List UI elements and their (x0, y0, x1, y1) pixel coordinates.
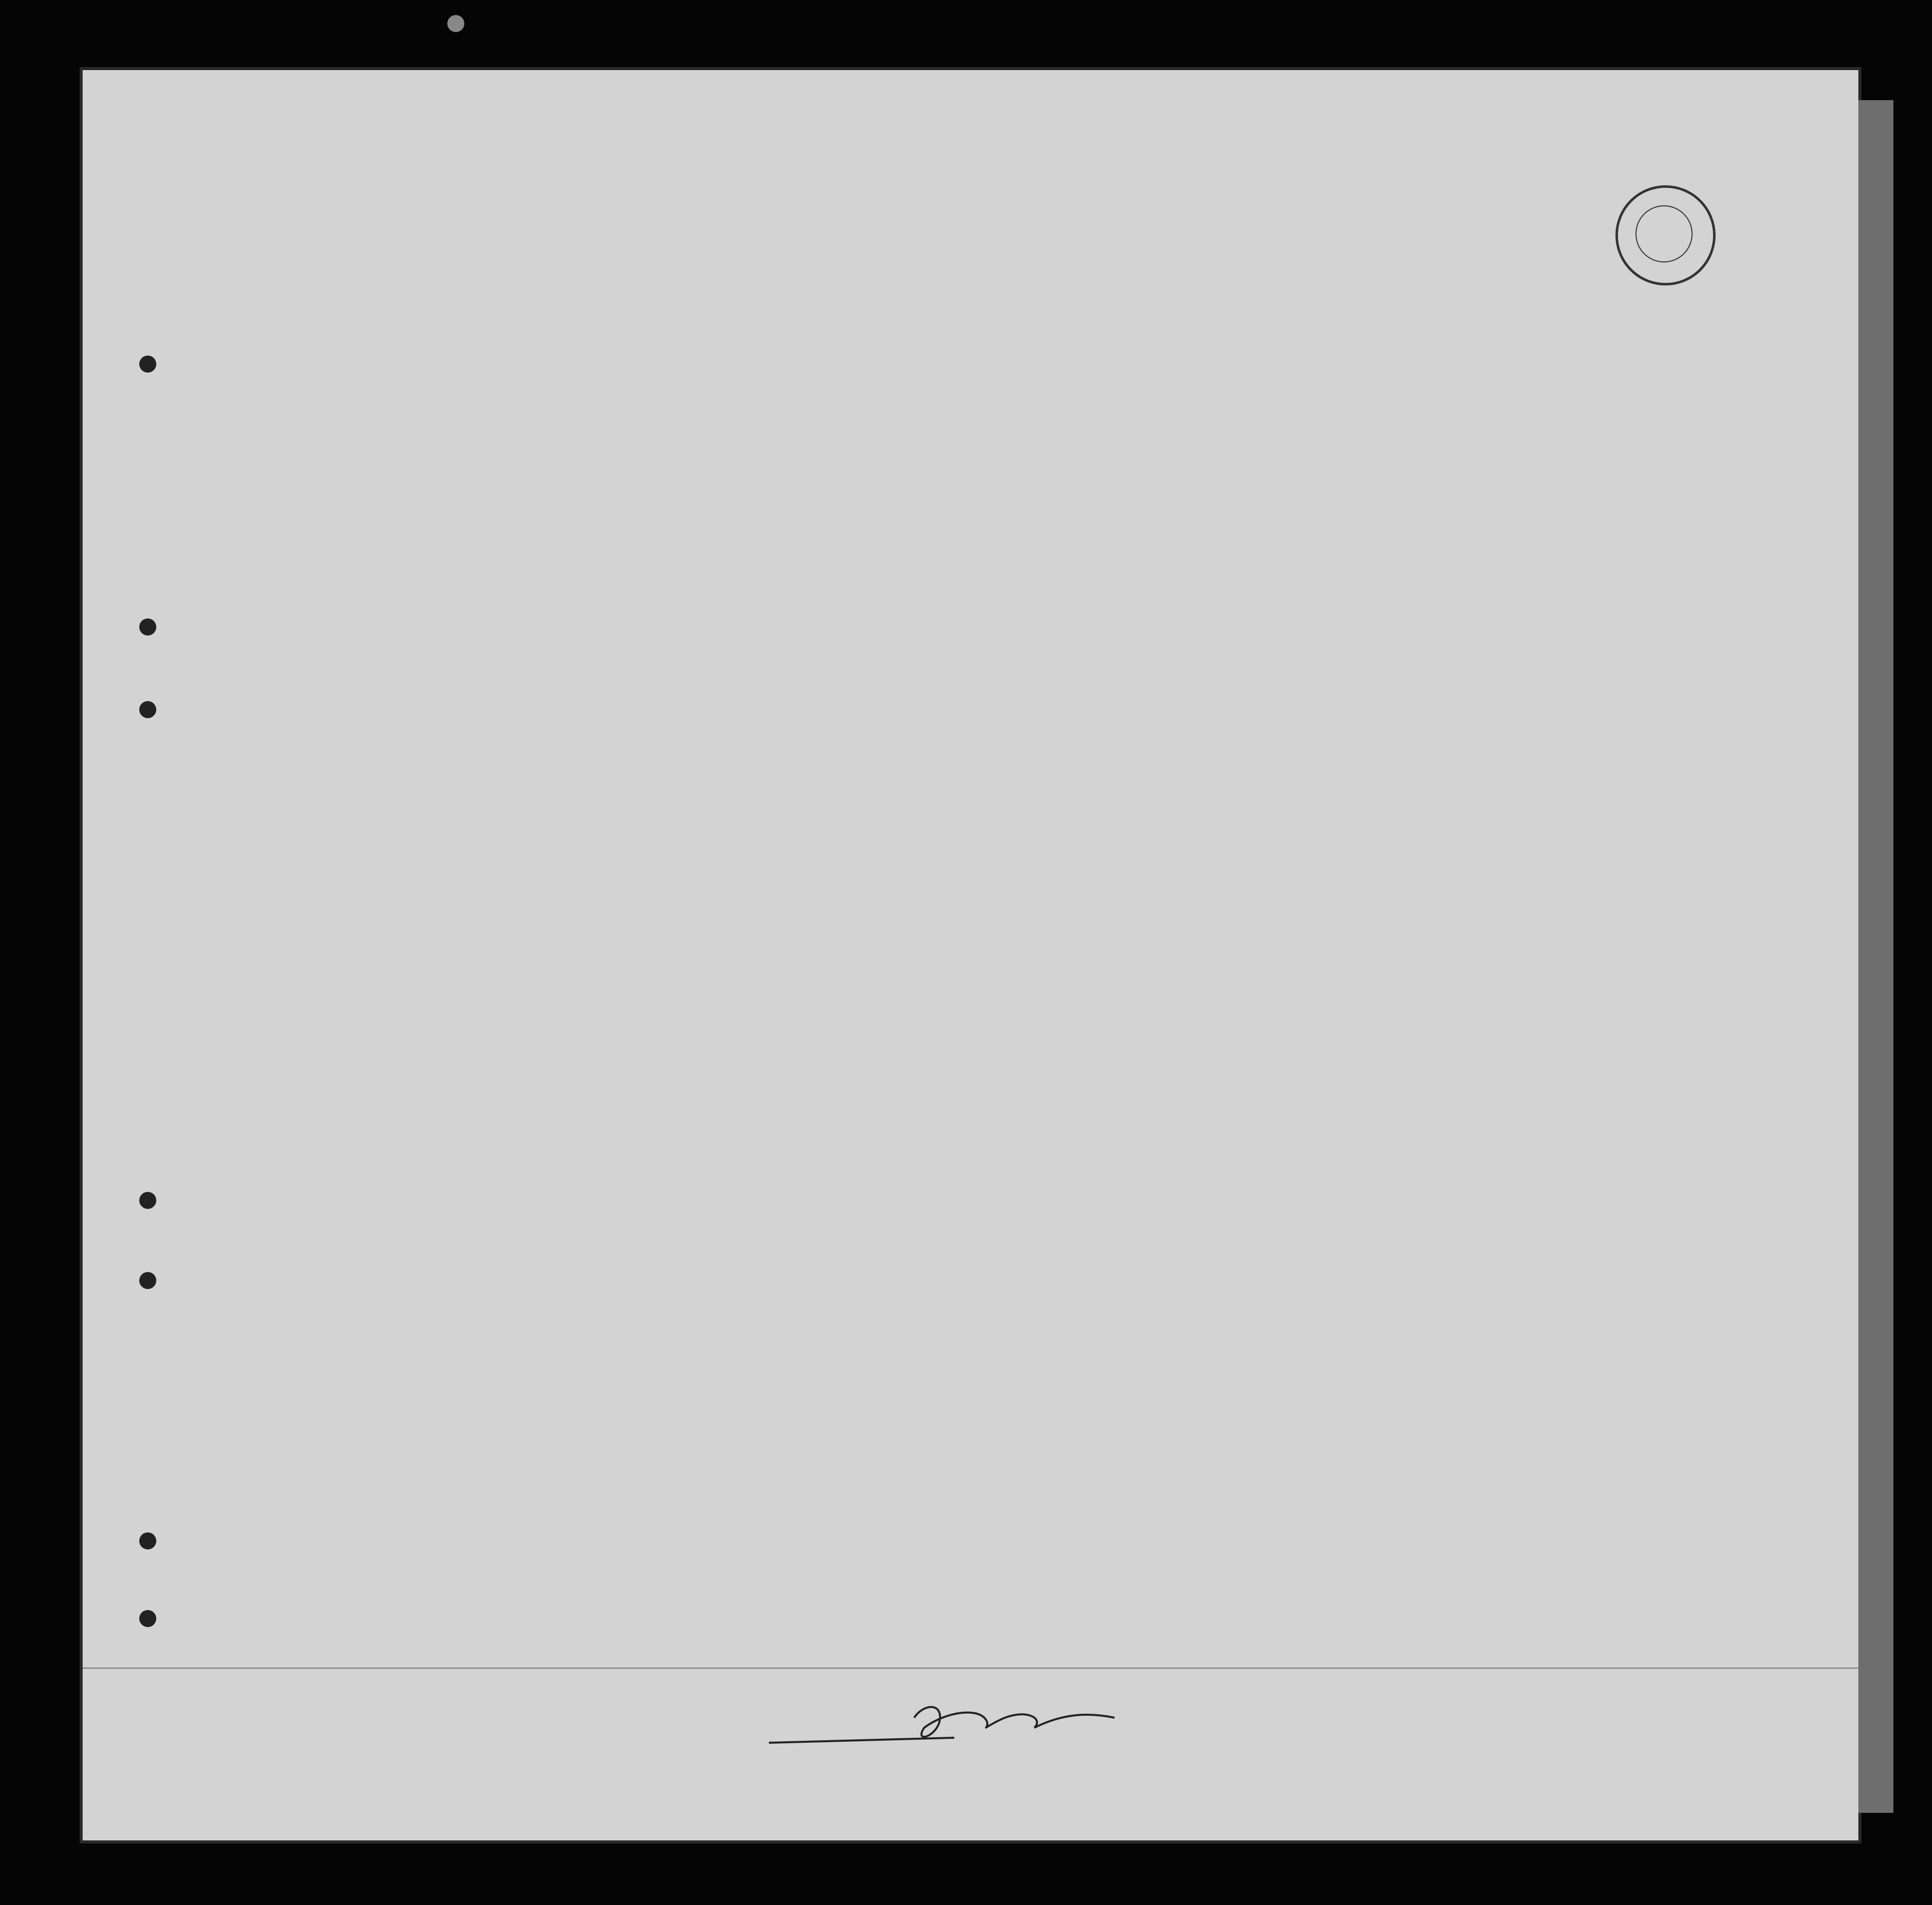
binder-hole (139, 1610, 156, 1627)
binder-hole (139, 1532, 156, 1549)
page-edge (1858, 100, 1893, 1813)
binder-hole (447, 15, 464, 32)
binder-hole (139, 1272, 156, 1289)
binder-hole (139, 618, 156, 636)
inspector-signature (764, 1698, 1265, 1753)
binder-hole (139, 701, 156, 718)
binder-hole (139, 1192, 156, 1209)
binder-hole (139, 356, 156, 373)
manifest-sheet (83, 70, 1858, 1840)
inspector-checkmarks (83, 70, 1858, 1840)
